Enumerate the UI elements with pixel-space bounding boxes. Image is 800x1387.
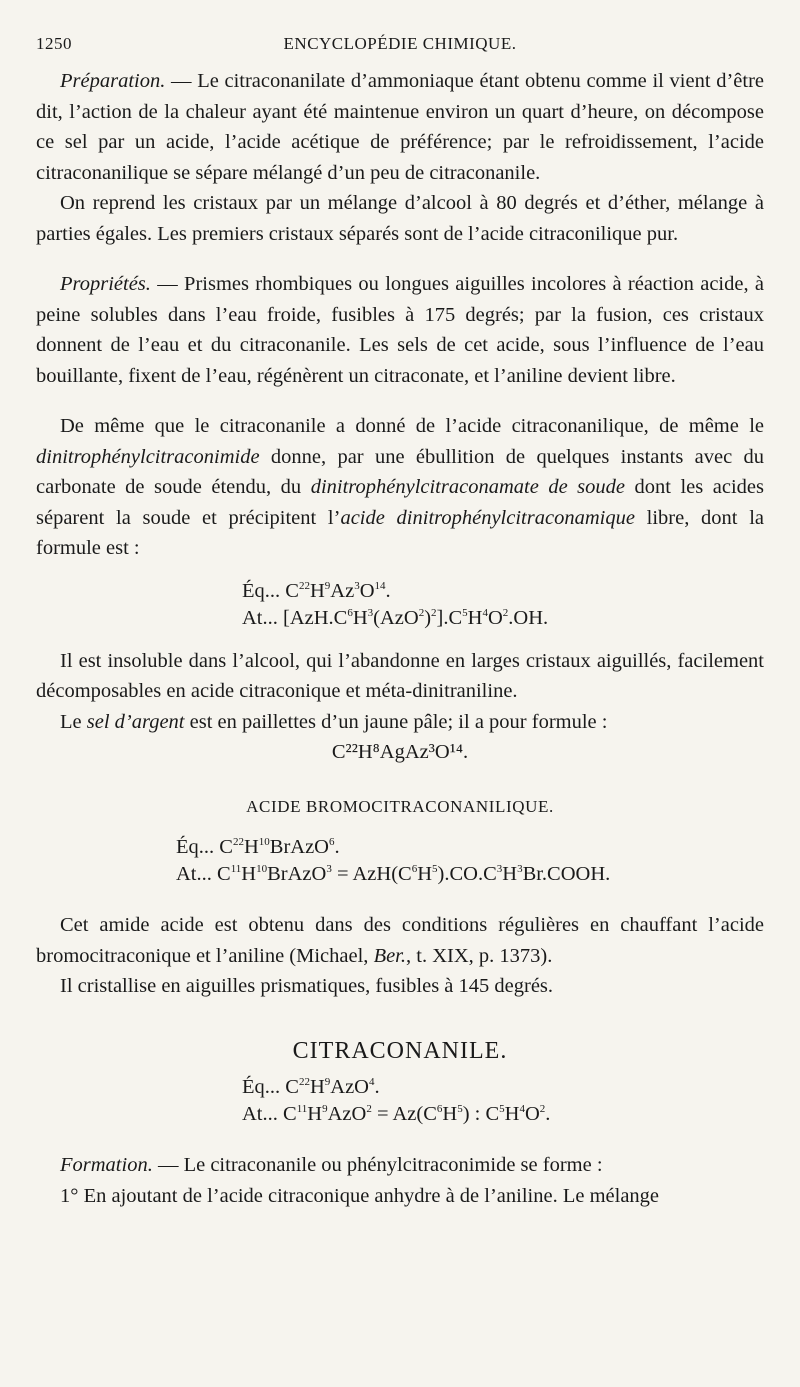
dinitro-text-b: donne, par une ébullition de quelques instants avec du carbonate de soude étendu, du [36, 445, 764, 498]
dinitro-paragraph [36, 411, 764, 564]
at-label: At... [176, 863, 212, 885]
preparation-paragraph [36, 66, 764, 188]
dinitro-text-d: libre, dont la formule est : [36, 506, 764, 559]
dinitro-term-2: dinitrophénylcitraconamate de soude [310, 476, 626, 498]
formation-text: — Le citraconanile ou phénylcitraconimide se forme : [152, 1154, 603, 1176]
insoluble-paragraph: Il est insoluble dans l’alcool, qui l’abandonne en larges cristaux aiguillés, facilement décomposables en acide citraconique et méta-dinitraniline. [36, 649, 764, 702]
preparation-label: Préparation. [60, 70, 166, 92]
properties-paragraph [36, 269, 764, 391]
dinitro-text-c: dont les acides séparent la soude et précipitent l’ [36, 476, 764, 529]
at-label: At... [242, 606, 278, 629]
at-label: At... [242, 1103, 278, 1125]
dinitro-text-a: De même que le citraconanile a donné de l’acide citraconanilique, de même le [60, 415, 764, 437]
dinitro-formula-at: At... $[AzH.C^6H^3(AzO^2)^2].C^5H^4O^2.OH$. [242, 606, 549, 629]
eq-label: Éq... [176, 836, 215, 858]
bromo-formula-eq: Éq... $C^{22}H^{10}BrAzO^6$. [176, 836, 340, 858]
formation-label: Formation. [60, 1154, 153, 1176]
eq-label: Éq... [242, 1076, 281, 1098]
citra-formula-eq: Éq... $C^{22}H^9AzO^4$. [242, 1076, 380, 1098]
recrystallization-paragraph: On reprend les cristaux par un mélange d’alcool à 80 degrés et d’éther, mélange à parties égales. Les premiers cristaux séparés sont de l’acide citraconilique pur. [36, 192, 764, 245]
silver-text-b: est en paillettes d’un jaune pâle; il a pour formule : [184, 710, 608, 733]
eq-label: Éq... [242, 579, 281, 602]
running-title: ENCYCLOPÉDIE CHIMIQUE. [283, 34, 517, 53]
dinitro-term-3: acide dinitrophénylcitraconamique [340, 506, 635, 529]
citraconanile-title: CITRACONANILE. [292, 1037, 508, 1064]
dinitro-term-1: dinitrophénylcitraconimide [36, 445, 260, 468]
bromo-crystal-paragraph: Il cristallise en aiguilles prismatiques, fusibles à 145 degrés. [60, 975, 554, 997]
page-body [36, 66, 764, 1211]
bromo-paragraph [36, 910, 764, 971]
bromo-journal: Ber. [373, 944, 407, 967]
dinitro-formula-eq: Éq... $C^{22}H^9Az^3O^{14}$. [242, 579, 391, 602]
bromo-formula-at: At... $C^{11}H^{10}BrAzO^3$ = $AzH(C^6H^5).CO.C^3H^3Br.COOH$. [176, 863, 611, 885]
silver-text-a: Le [60, 710, 87, 733]
bromo-text-a: Cet amide acide est obtenu dans des conditions régulières en chauffant l’acide bromocitraconique et l’aniline (Michael, [36, 914, 764, 967]
page-header [36, 34, 764, 58]
bromo-text-b: , t. XIX, p. 1373). [406, 944, 553, 967]
formation-paragraph [36, 1150, 764, 1181]
page-number: 1250 [36, 34, 72, 53]
properties-label: Propriétés. [60, 273, 151, 295]
preparation-text: — Le citraconanilate d’ammoniaque étant obtenu comme il vient d’être dit, l’action de la chaleur ayant été maintenue environ un quart d’heure, on décompose ce sel par un acide, l’acide acétique de préférence; par le refroidissement, l’acide citraconanilique se sépare mélangé d’un peu de citraconanile. [36, 70, 764, 184]
silver-salt-paragraph [36, 707, 764, 738]
silver-formula: C²²H⁸AgAz³O¹⁴. [331, 741, 469, 763]
bromo-heading: ACIDE BROMOCITRACONANILIQUE. [246, 796, 554, 816]
properties-text: — Prismes rhombiques ou longues aiguilles incolores à réaction acide, à peine solubles dans l’eau froide, fusibles à 175 degrés; par la fusion, ces cristaux donnent de l’eau et du citraconanile. Les sels de cet acide, sous l’influence de l’eau bouillante, fixent de l’eau, régénèrent un citraconate, et l’aniline devient libre. [36, 273, 764, 387]
silver-term: sel d’argent [86, 710, 185, 733]
formation-item-1: 1° En ajoutant de l’acide citraconique anhydre à de l’aniline. Le mélange [60, 1184, 660, 1207]
citra-formula-at: At... $C^{11}H^9AzO^2 = Az(C^6H^5)$ : $C^5H^4O^2$. [242, 1103, 551, 1125]
